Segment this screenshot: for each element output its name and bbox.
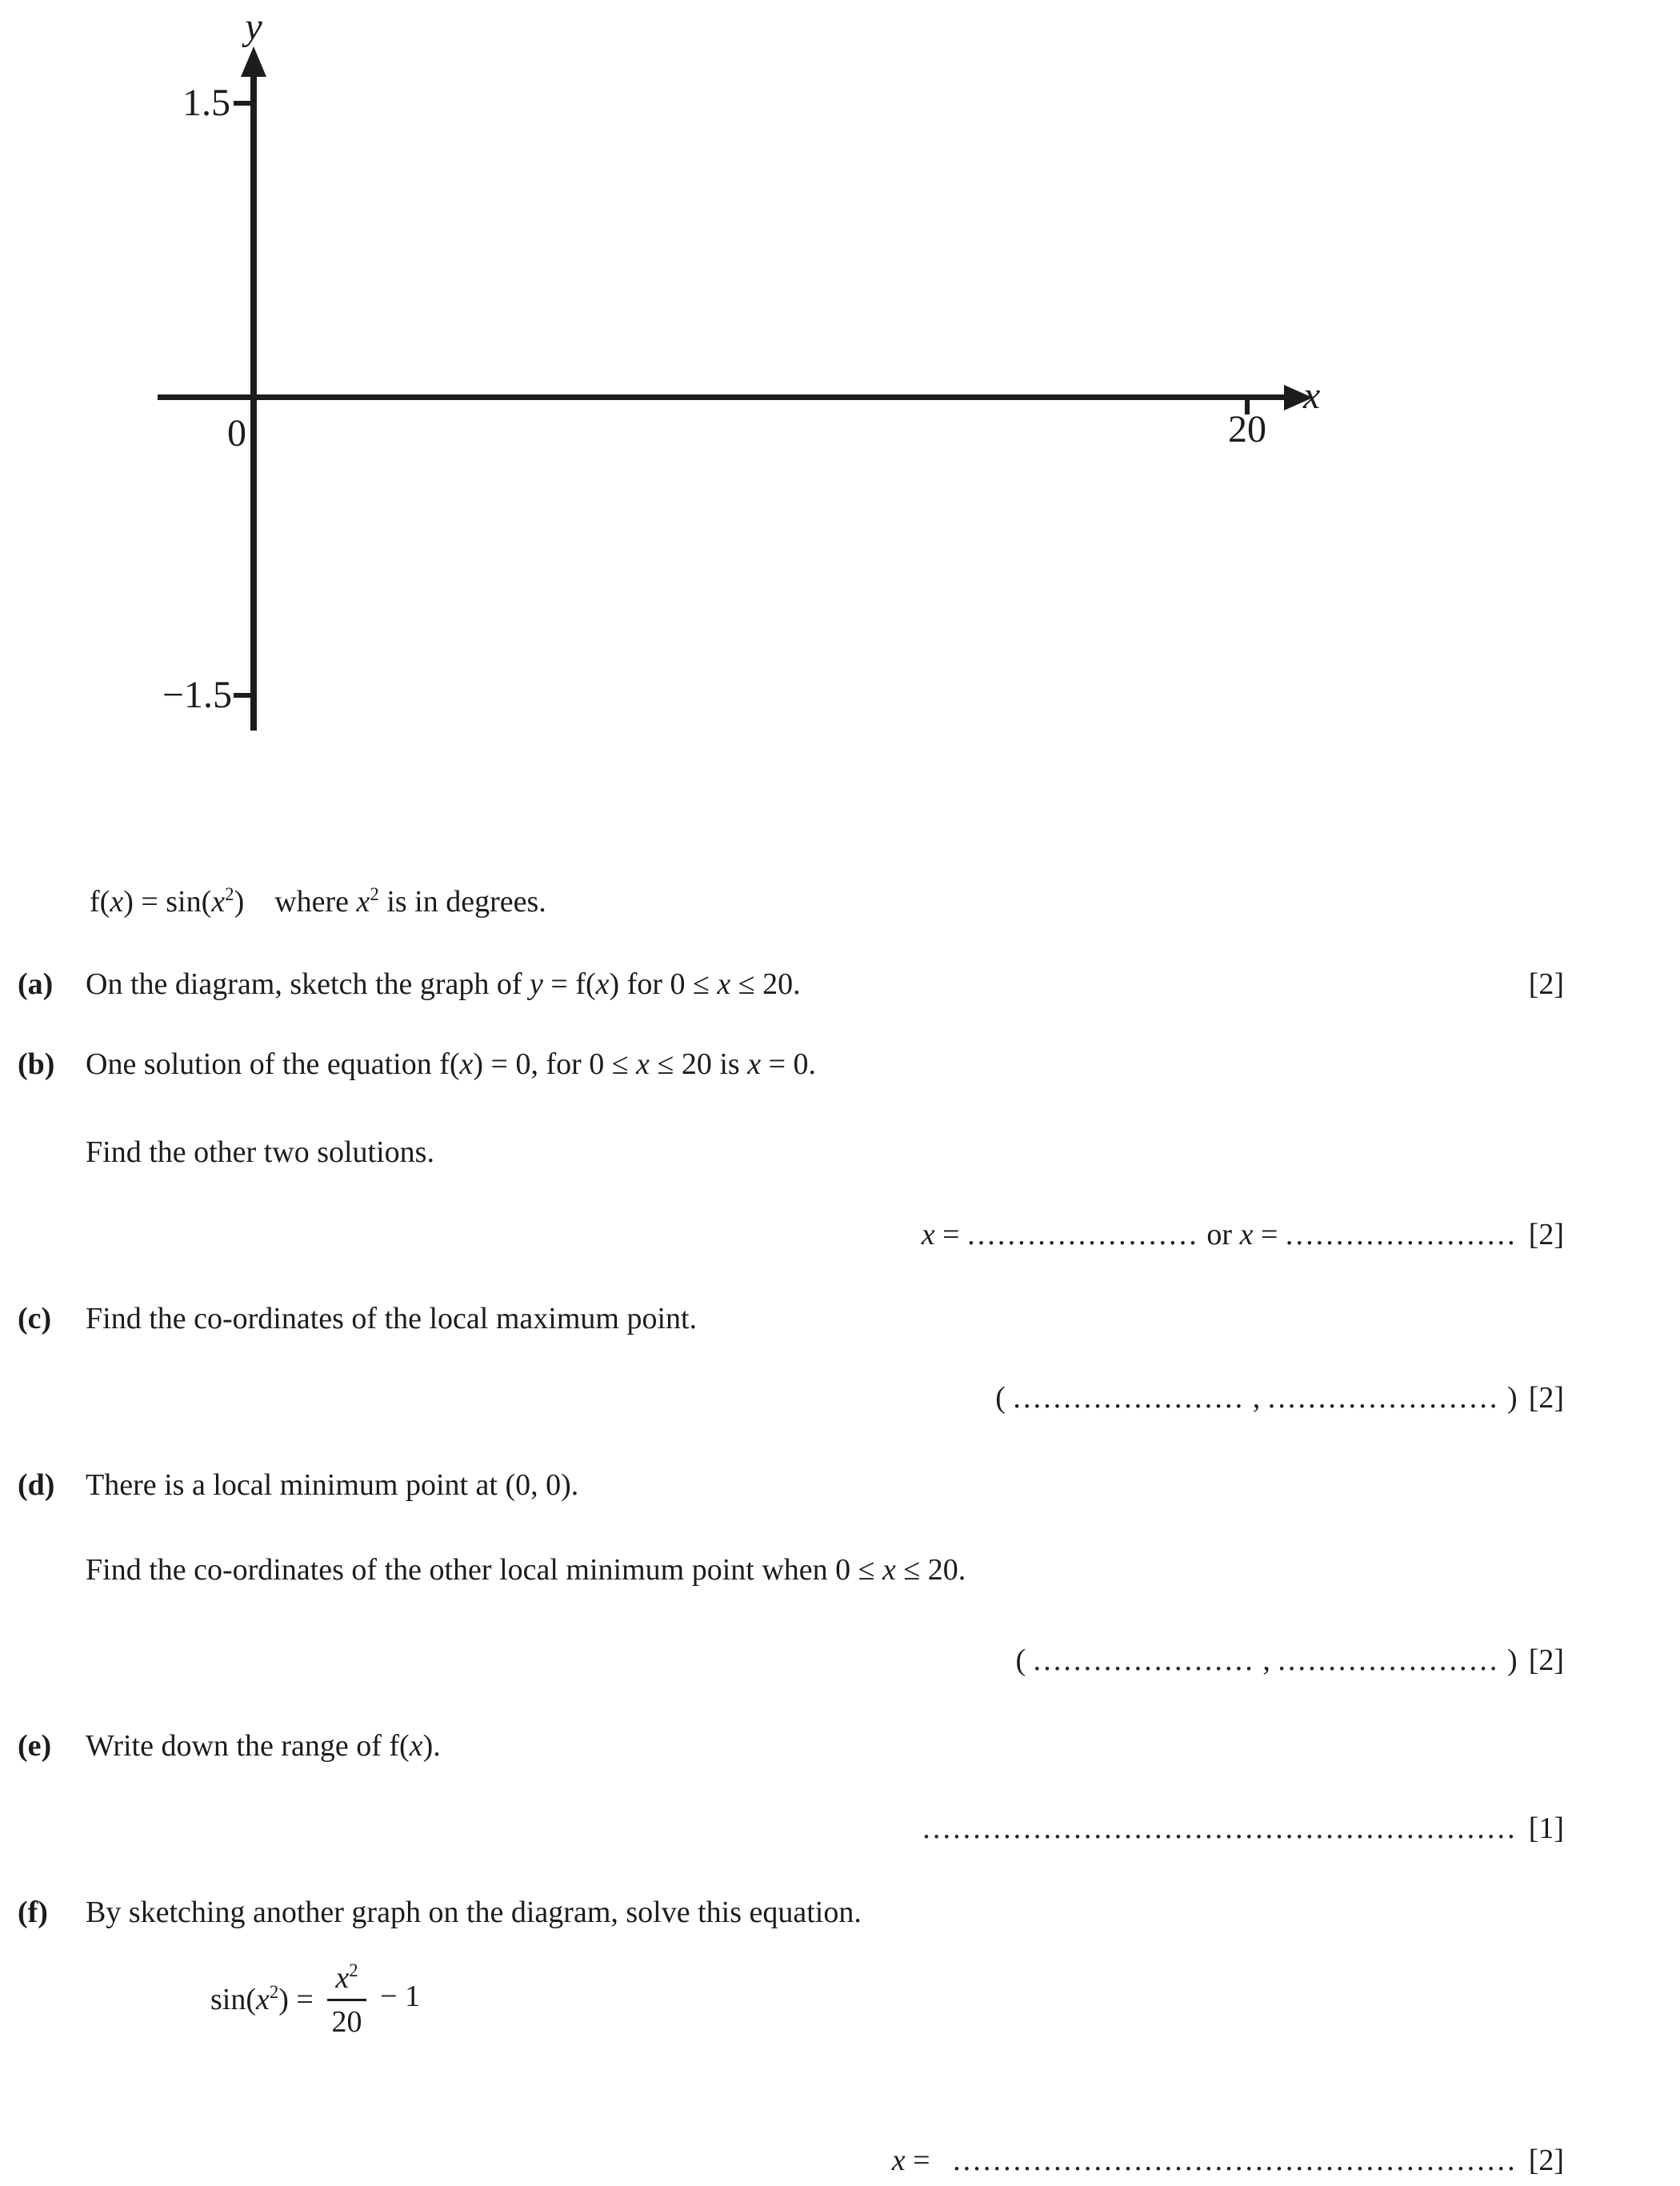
answer-line-f[interactable]: x = ........................................................ [2]	[891, 2144, 1564, 2177]
dotted-answer-field[interactable]: .......................	[1285, 1218, 1518, 1251]
y-axis-line	[250, 70, 257, 731]
sketch-area[interactable]	[112, 0, 1360, 768]
dotted-answer-field[interactable]: .......................	[967, 1218, 1199, 1251]
exam-page: y x 1.5 −1.5 0 20 $f(x) = \sin(x^2)$ where $x^2$ is in degrees. (a) On the diagram, sketch the graph of y = f(x) for 0 ≤ x ≤ 20. [2] (b) One solution of the equation f(x) = 0, for 0 ≤ x ≤ 20 is x = 0. Find the other two solutions. x = ....................... or x = ....................... [2] (c) Find the co-ordinates of the local maximum point. ( ....................... , ....................... ) [2] (d) There is a local minimum point at (0, 0). Find the co-ordinates of the other local minimum point when 0 ≤ x ≤ 20. ( ...................... , ...................... ) [2] (e) Write down the range of f(x). ........................................................... [1] (f) By sketching another graph on the diagram, solve this equation. $\sin(x^2)$ = $\frac{x^2}{20}$ − 1 x = ........................................................ [2]	[0, 0, 1680, 2186]
y-axis-label: y	[245, 6, 262, 48]
dotted-answer-field[interactable]: ........................................................	[953, 2144, 1518, 2177]
origin-label: 0	[227, 412, 246, 454]
answer-line-d[interactable]: ( ...................... , ...................... ) [2]	[1015, 1644, 1564, 1677]
x-axis-line	[158, 394, 1286, 400]
answer-line-c[interactable]: ( ....................... , ....................... ) [2]	[995, 1381, 1564, 1415]
dotted-answer-field[interactable]: ......................	[1033, 1644, 1255, 1677]
equation-f: $\sin(x^2)$ = $\frac{x^2}{20}$ − 1	[210, 1936, 420, 2056]
dotted-answer-field[interactable]: ...........................................................	[922, 1812, 1518, 1845]
question-e-label: (e)	[18, 1729, 52, 1763]
dotted-answer-field[interactable]: .......................	[1267, 1381, 1500, 1415]
mark-e: [1]	[1528, 1812, 1564, 1845]
y-tick-top-label: 1.5	[182, 82, 230, 124]
mark-c: [2]	[1528, 1381, 1564, 1415]
answer-line-b[interactable]: x = ....................... or x = ....................... [2]	[921, 1218, 1564, 1251]
dotted-answer-field[interactable]: ......................	[1278, 1644, 1500, 1677]
answer-line-e[interactable]	[922, 1811, 1564, 1846]
question-f-label: (f)	[18, 1896, 48, 1929]
y-tick-bottom	[234, 693, 253, 698]
fraction-numerator: $x^2$	[327, 1953, 366, 2001]
y-tick-top	[234, 101, 253, 106]
x-axis-label: x	[1303, 374, 1321, 417]
question-d-label: (d)	[18, 1468, 55, 1502]
dotted-answer-field[interactable]: .......................	[1013, 1381, 1246, 1415]
x-tick-label: 20	[1228, 408, 1266, 450]
fraction-denominator: 20	[331, 2005, 362, 2040]
mark-a: [2]	[1528, 967, 1564, 1001]
mark-d: [2]	[1528, 1644, 1564, 1677]
mark-b: [2]	[1528, 1218, 1564, 1251]
mark-f: [2]	[1528, 2144, 1564, 2177]
y-tick-bottom-label: −1.5	[162, 674, 232, 716]
question-a-label: (a)	[18, 967, 54, 1001]
question-b-label: (b)	[18, 1047, 55, 1081]
question-c-label: (c)	[18, 1302, 52, 1335]
fraction	[327, 1953, 366, 2040]
y-axis-arrowhead-icon	[241, 46, 266, 77]
